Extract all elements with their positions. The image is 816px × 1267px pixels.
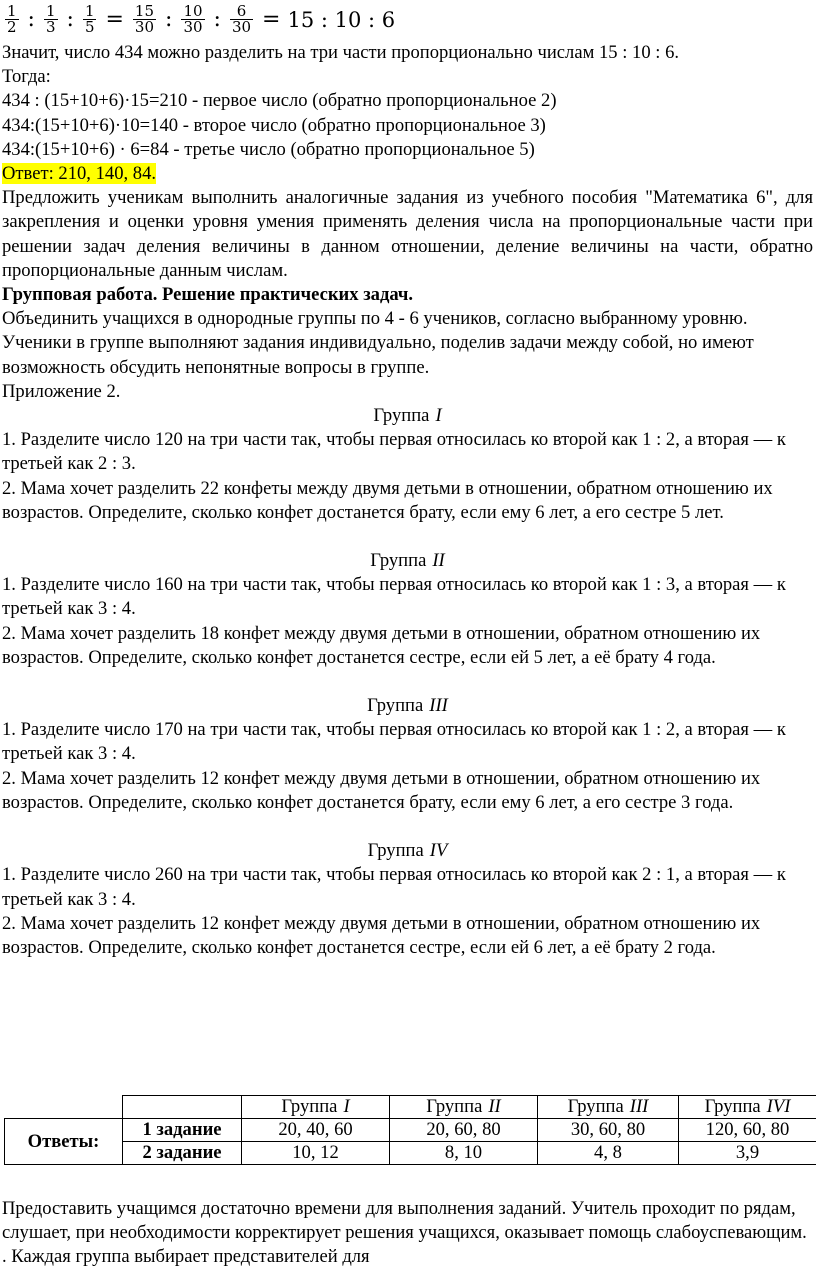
spacer bbox=[2, 525, 813, 549]
fraction-4 bbox=[133, 4, 156, 35]
table-cell: 20, 60, 80 bbox=[390, 1119, 538, 1142]
table-header-cell bbox=[390, 1096, 538, 1119]
header-label: Группа bbox=[567, 1096, 624, 1117]
table-header-cell bbox=[679, 1096, 816, 1119]
document-body bbox=[2, 41, 813, 960]
table-cell: 120, 60, 80 bbox=[679, 1119, 816, 1142]
closing-section bbox=[2, 1197, 813, 1267]
table-row bbox=[5, 1142, 816, 1165]
table-cell: 3,9 bbox=[679, 1142, 816, 1165]
table-header-row bbox=[5, 1096, 816, 1119]
ratio-formula bbox=[3, 3, 395, 36]
task-item: 2. Мама хочет разделить 12 конфет между двумя детьми в отношении, обратном отношению их возрастов. Определите, сколько конфет достанется брату, если ему 6 лет, а его сестре 3 года. bbox=[2, 767, 761, 813]
calc-line: 434:(15+10+6)·10=140 - второе число (обратно пропорциональное 3) bbox=[2, 114, 546, 136]
intro-line: Значит, число 434 можно разделить на три части пропорционально числам 15 : 10 : 6. bbox=[2, 42, 680, 63]
group-label: Группа bbox=[367, 695, 424, 717]
numerator: 1 bbox=[7, 2, 17, 20]
section-heading: Групповая работа. Решение практических задач. bbox=[2, 284, 414, 306]
table-cell: 10, 12 bbox=[242, 1142, 390, 1165]
numerator: 1 bbox=[84, 2, 95, 20]
denominator: 3 bbox=[45, 18, 56, 36]
group-label: Группа bbox=[370, 550, 427, 572]
fraction-5 bbox=[181, 4, 204, 35]
formula-result: 15 : 10 : 6 bbox=[287, 7, 396, 32]
task-item: 1. Разделите число 160 на три части так, чтобы первая относилась ко второй как 1 : 3, а вторая — к третьей как 3 : 4. bbox=[2, 574, 786, 620]
table-cell: 4, 8 bbox=[538, 1142, 679, 1165]
colon-sign: : bbox=[213, 7, 221, 32]
answer-line bbox=[2, 162, 813, 186]
group-number: II bbox=[432, 550, 445, 572]
group-number: III bbox=[429, 695, 448, 717]
group-title bbox=[2, 839, 813, 863]
denominator: 2 bbox=[7, 18, 17, 36]
denominator: 30 bbox=[183, 18, 203, 36]
row-label: 1 задание bbox=[123, 1119, 242, 1142]
task-item: 1. Разделите число 260 на три части так, чтобы первая относилась ко второй как 2 : 1, а вторая — к третьей как 3 : 4. bbox=[2, 864, 786, 910]
table-row bbox=[5, 1119, 816, 1142]
group-work-paragraph: Объединить учащихся в однородные группы по 4 - 6 учеников, согласно выбранному уровню. Ученики в группе выполняют задания индивидуально, поделив задачи между собой, но имеют возможность обсудить непонятные вопросы в группе. bbox=[2, 308, 754, 378]
table-empty-cell bbox=[123, 1096, 242, 1119]
calc-line: 434 : (15+10+6)·15=210 - первое число (обратно пропорциональное 2) bbox=[2, 90, 557, 112]
fraction-1 bbox=[5, 4, 19, 35]
intro-line: Тогда: bbox=[2, 66, 51, 88]
numerator: 10 bbox=[183, 2, 203, 20]
colon-sign: : bbox=[27, 7, 35, 32]
row-label: 2 задание bbox=[123, 1142, 242, 1165]
answers-table bbox=[4, 1095, 816, 1165]
numerator: 1 bbox=[45, 2, 56, 20]
fraction-6 bbox=[230, 4, 253, 35]
header-number: II bbox=[488, 1096, 501, 1117]
spacer bbox=[2, 815, 813, 839]
denominator: 30 bbox=[134, 18, 155, 36]
task-item: 1. Разделите число 120 на три части так, чтобы первая относилась ко второй как 1 : 2, а вторая — к третьей как 2 : 3. bbox=[2, 429, 786, 475]
task-item: 1. Разделите число 170 на три части так, чтобы первая относилась ко второй как 1 : 2, а вторая — к третьей как 3 : 4. bbox=[2, 719, 786, 765]
table-cell: 30, 60, 80 bbox=[538, 1119, 679, 1142]
equals-sign: = bbox=[105, 7, 124, 32]
header-number: I bbox=[343, 1096, 350, 1117]
group-label: Группа bbox=[367, 840, 424, 862]
answers-title: Ответы: bbox=[5, 1119, 123, 1165]
header-label: Группа bbox=[281, 1096, 338, 1117]
table-cell: 20, 40, 60 bbox=[242, 1119, 390, 1142]
task-item: 2. Мама хочет разделить 12 конфет между двумя детьми в отношении, обратном отношению их возрастов. Определите, сколько конфет достанется сестре, если ей 6 лет, а её брату 2 года. bbox=[2, 912, 761, 958]
header-number: III bbox=[629, 1096, 649, 1117]
fraction-2 bbox=[44, 4, 58, 35]
suggest-paragraph: Предложить ученикам выполнить аналогичные задания из учебного пособия "Математика 6", для закрепления и оценки уровня умения применять деления числа на пропорциональные части при решении задач деления величины в данном отношении, деление величины на части, обратно пропорциональные данным числам. bbox=[2, 187, 813, 281]
numerator: 6 bbox=[236, 2, 247, 20]
appendix-label: Приложение 2. bbox=[2, 380, 121, 402]
colon-sign: : bbox=[66, 7, 74, 32]
group-title bbox=[2, 549, 813, 573]
task-item: 2. Мама хочет разделить 22 конфеты между двумя детьми в отношении, обратном отношению их возрастов. Определите, сколько конфет достанется брату, если ему 6 лет, а его сестре 5 лет. bbox=[2, 477, 773, 523]
task-item: 2. Мама хочет разделить 18 конфет между двумя детьми в отношении, обратном отношению их возрастов. Определите, сколько конфет достанется сестре, если ей 5 лет, а её брату 4 года. bbox=[2, 622, 761, 668]
table-header-cell bbox=[538, 1096, 679, 1119]
table-cell: 8, 10 bbox=[390, 1142, 538, 1165]
closing-paragraph: Предоставить учащимся достаточно времени для выполнения заданий. Учитель проходит по рядам, слушает, при необходимости корректирует решения учащихся, оказывает помощь слабоуспевающим. . Каждая группа выбирает представителей для bbox=[2, 1198, 807, 1267]
numerator: 15 bbox=[134, 2, 155, 20]
equals-sign: = bbox=[262, 7, 281, 32]
highlighted-answer: Ответ: 210, 140, 84. bbox=[2, 163, 157, 185]
header-label: Группа bbox=[704, 1096, 761, 1117]
spacer bbox=[2, 670, 813, 694]
group-title bbox=[2, 694, 813, 718]
group-number: I bbox=[435, 405, 442, 427]
denominator: 30 bbox=[231, 18, 252, 36]
header-label: Группа bbox=[426, 1096, 483, 1117]
group-number: IV bbox=[429, 840, 448, 862]
table-header-cell bbox=[242, 1096, 390, 1119]
table-empty-cell bbox=[5, 1096, 123, 1119]
colon-sign: : bbox=[165, 7, 173, 32]
fraction-3 bbox=[83, 4, 97, 35]
calc-line: 434:(15+10+6) · 6=84 - третье число (обратно пропорциональное 5) bbox=[2, 138, 535, 160]
group-title bbox=[2, 404, 813, 428]
header-number: IVI bbox=[766, 1096, 791, 1117]
denominator: 5 bbox=[84, 18, 95, 36]
group-label: Группа bbox=[373, 405, 430, 427]
